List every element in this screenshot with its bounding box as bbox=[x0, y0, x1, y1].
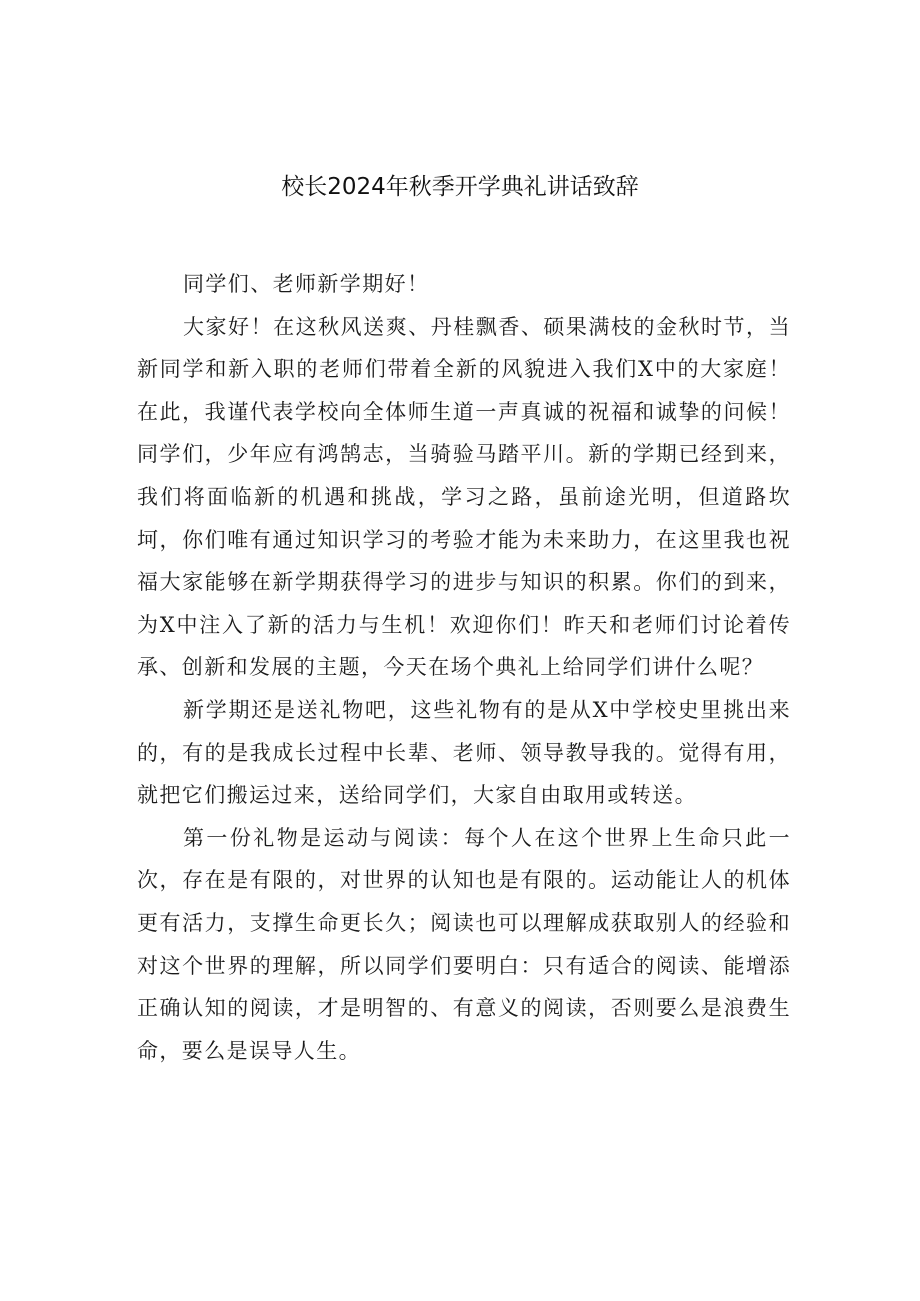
paragraph-first-gift: 第一份礼物是运动与阅读：每个人在这个世界上生命只此一次，存在是有限的，对世界的认知也是有限的。运动能让人的机体更有活力，支撑生命更长久；阅读也可以理解成获取别人的经验和对这个世界的理解，所以同学们要明白：只有适合的阅读、能增添正确认知的阅读，才是明智的、有意义的阅读，否则要么是浪费生命，要么是误导人生。 bbox=[137, 825, 791, 1063]
document-title: 校长2024年秋季开学典礼讲话致辞 bbox=[281, 174, 639, 200]
paragraph-greeting: 同学们、老师新学期好！ bbox=[183, 272, 430, 296]
paragraph-welcome: 大家好！在这秋风送爽、丹桂飘香、硕果满枝的金秋时节，当新同学和新入职的老师们带着全新的风貌进入我们X中的大家庭！在此，我谨代表学校向全体师生道一声真诚的祝福和诚挚的问候！同学们，少年应有鸿鹄志，当骑验马踏平川。新的学期已经到来，我们将面临新的机遇和挑战，学习之路，虽前途光明，但道路坎坷，你们唯有通过知识学习的考验才能为未来助力，在这里我也祝福大家能够在新学期获得学习的进步与知识的积累。你们的到来，为X中注入了新的活力与生机！欢迎你们！昨天和老师们讨论着传承、创新和发展的主题，今天在场个典礼上给同学们讲什么呢？ bbox=[137, 314, 791, 680]
document-body bbox=[137, 263, 791, 1072]
paragraph-gifts-intro: 新学期还是送礼物吧，这些礼物有的是从X中学校史里挑出来的，有的是我成长过程中长辈、老师、领导教导我的。觉得有用，就把它们搬运过来，送给同学们，大家自由取用或转送。 bbox=[137, 697, 791, 808]
